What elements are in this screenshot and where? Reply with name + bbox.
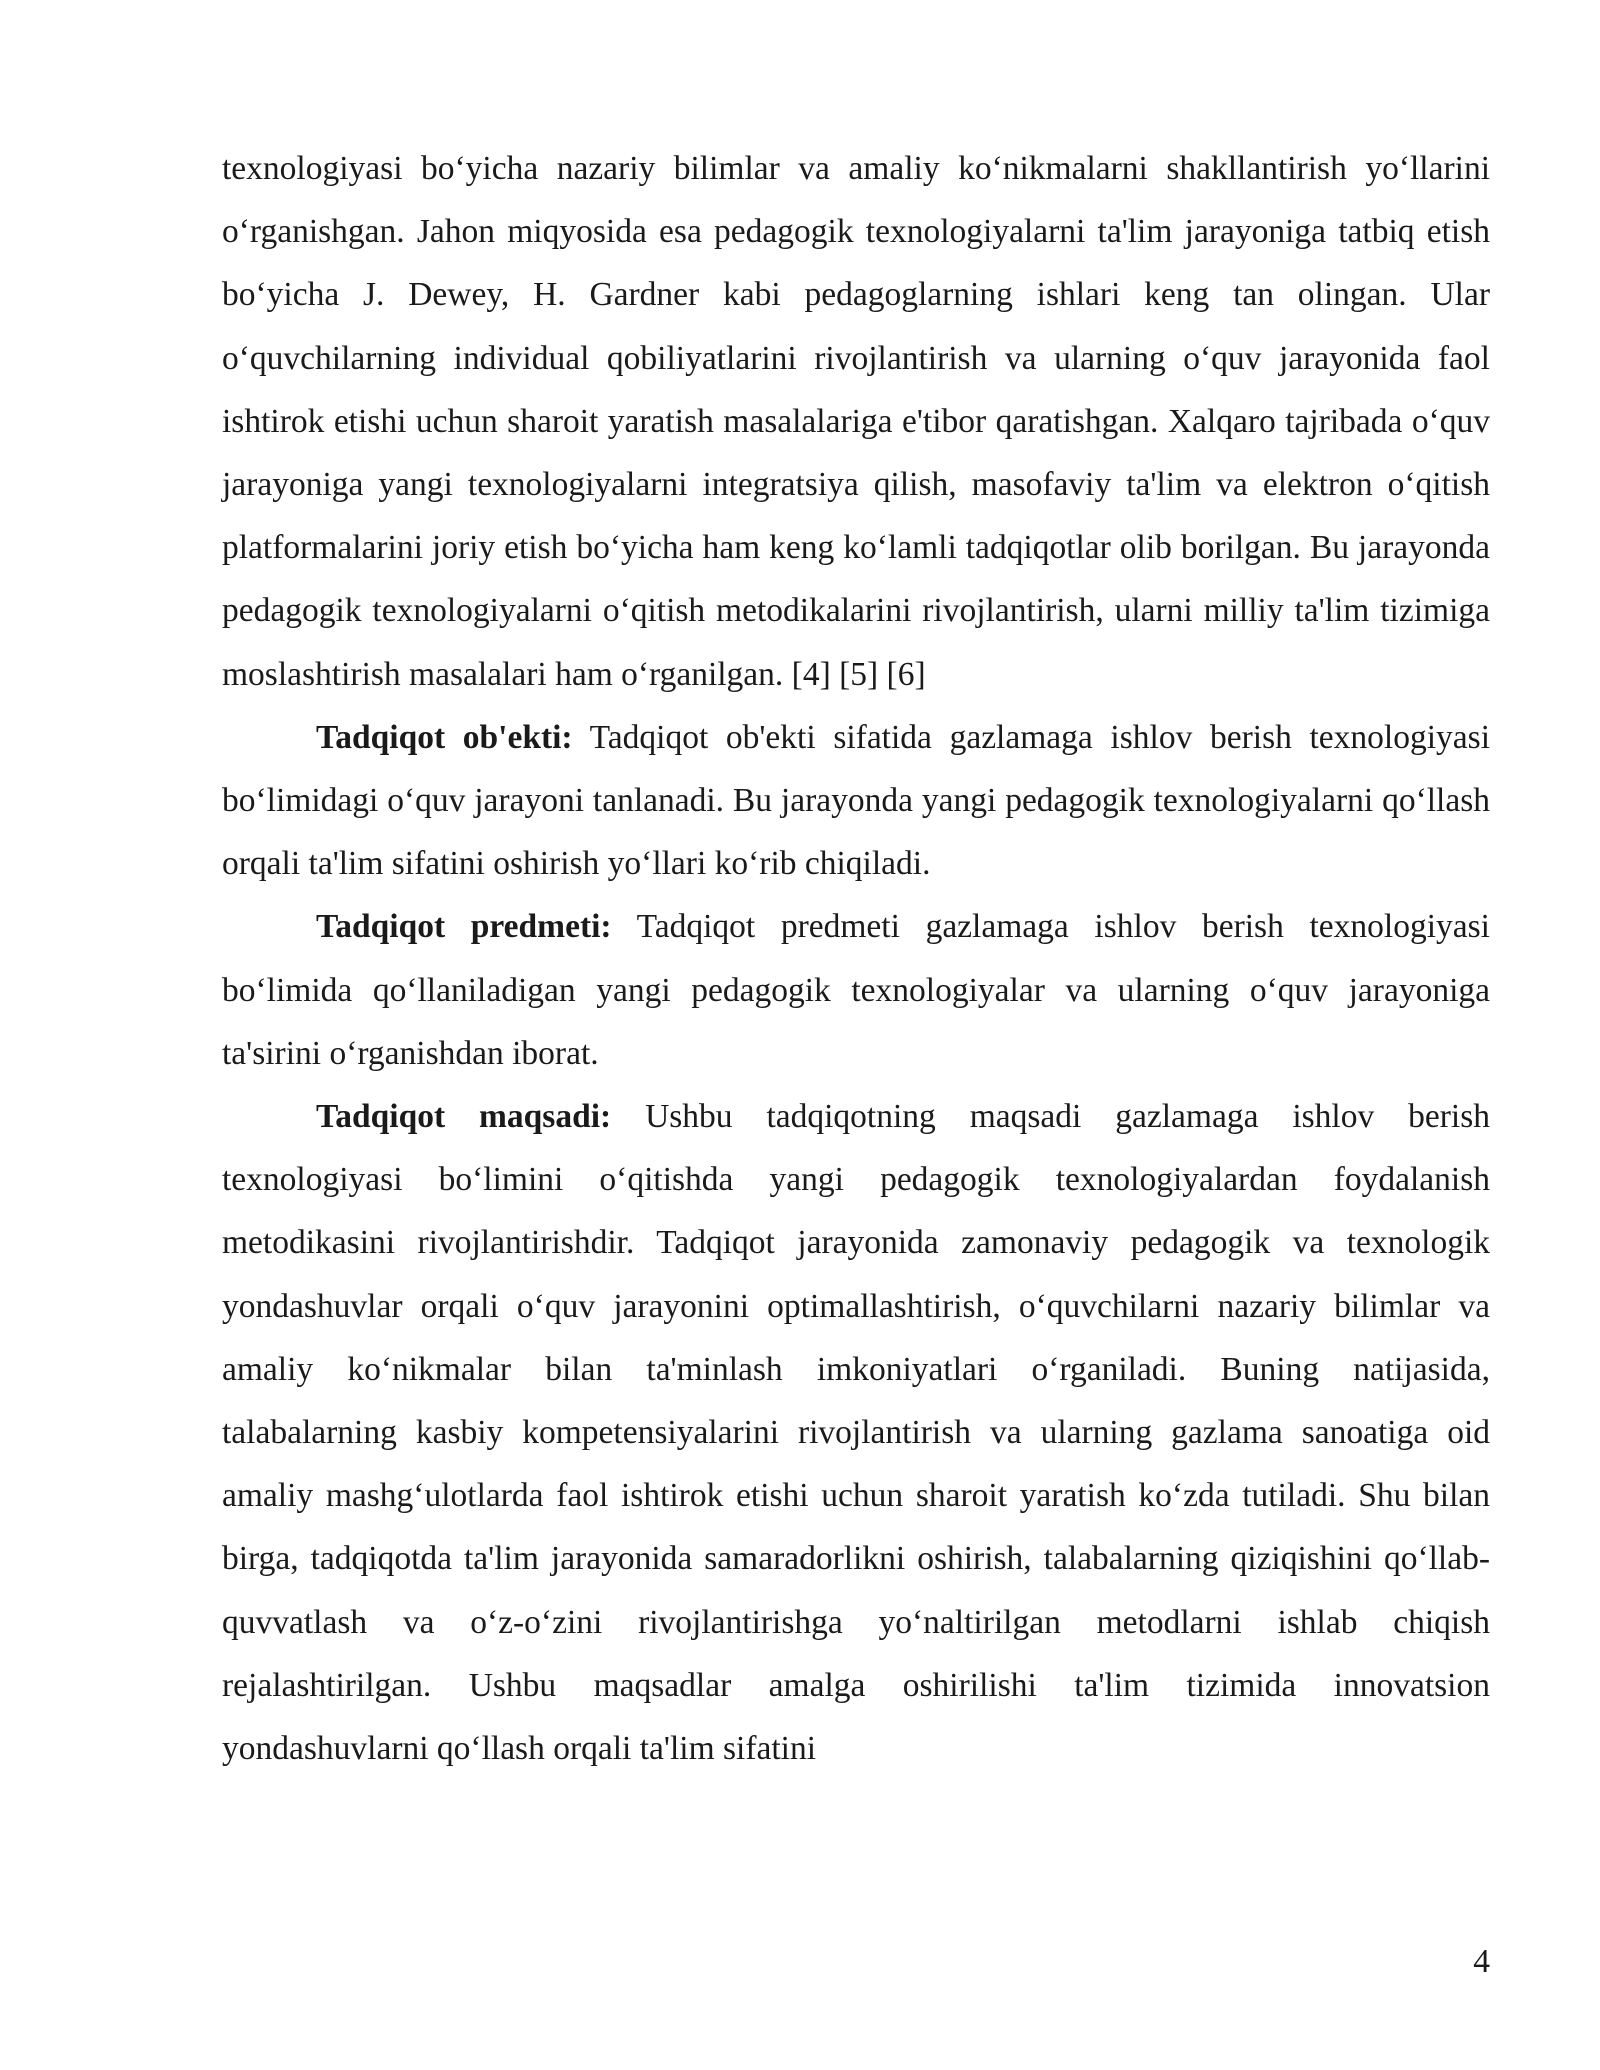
paragraph-text: Tadqiqot ob'ekti sifatida gazlamaga ishlov berish texnologiyasi bo‘limidagi o‘quv jarayoni tanlanadi. Bu jarayonda yangi pedagogik texnologiyalarni qo‘llash orqali ta'lim sifatini oshirish yo‘llari ko‘rib chiqiladi. xyxy=(222,718,1491,883)
paragraph-label: Tadqiqot maqsadi: xyxy=(316,1098,612,1136)
paragraph-label: Tadqiqot predmeti: xyxy=(316,908,612,946)
paragraph-label: Tadqiqot ob'ekti: xyxy=(316,718,573,756)
page-number: 4 xyxy=(1473,1943,1490,1980)
paragraph-text: Ushbu tadqiqotning maqsadi gazlamaga ishlov berish texnologiyasi bo‘limini o‘qitishda yangi pedagogik texnologiyalardan foydalanish metodikasini rivojlantirishdir. Tadqiqot jarayonida zamonaviy pedagogik va texnologik yondashuvlar orqali o‘quv jarayonini optimallashtirish, o‘quvchilarni nazariy bilimlar va amaliy ko‘nikmalar bilan ta'minlash imkoniyatlari o‘rganiladi. Buning natijasida, talabalarning kasbiy kompetensiyalarini rivojlantirish va ularning gazlama sanoatiga oid amaliy mashg‘ulotlarda faol ishtirok etishi uchun sharoit yaratish ko‘zda tutiladi. Shu bilan birga, tadqiqotda ta'lim jarayonida samaradorlikni oshirish, talabalarning qiziqishini qo‘llab-quvvatlash va o‘z-o‘zini rivojlantirishga yo‘naltirilgan metodlarni ishlab chiqish rejalashtirilgan. Ushbu maqsadlar amalga oshirilishi ta'lim tizimida innovatsion yondashuvlarni qo‘llash orqali ta'lim sifatini xyxy=(222,1098,1490,1768)
body-text xyxy=(222,137,1490,1780)
paragraph-research-object xyxy=(222,706,1490,896)
paragraph-text: Tadqiqot predmeti gazlamaga ishlov berish texnologiyasi bo‘limida qo‘llaniladigan yangi pedagogik texnologiyalar va ularning o‘quv jarayoniga ta'sirini o‘rganishdan iborat. xyxy=(222,908,1490,1072)
paragraph-research-subject xyxy=(222,895,1490,1085)
paragraph-literature-review xyxy=(222,137,1490,706)
paragraph-text: texnologiyasi bo‘yicha nazariy bilimlar va amaliy ko‘nikmalarni shakllantirish yo‘llarini o‘rganishgan. Jahon miqyosida esa pedagogik texnologiyalarni ta'lim jarayoniga tatbiq etish bo‘yicha J. Dewey, H. Gardner kabi pedagoglarning ishlari keng tan olingan. Ular o‘quvchilarning individual qobiliyatlarini rivojlantirish va ularning o‘quv jarayonida faol ishtirok etishi uchun sharoit yaratish masalalariga e'tibor qaratishgan. Xalqaro tajribada o‘quv jarayoniga yangi texnologiyalarni integratsiya qilish, masofaviy ta'lim va elektron o‘qitish platformalarini joriy etish bo‘yicha ham keng ko‘lamli tadqiqotlar olib borilgan. Bu jarayonda pedagogik texnologiyalarni o‘qitish metodikalarini rivojlantirish, ularni milliy ta'lim tizimiga moslashtirish masalalari ham o‘rganilgan. [4] [5] [6] xyxy=(222,150,1490,693)
paragraph-research-goal xyxy=(222,1085,1490,1780)
